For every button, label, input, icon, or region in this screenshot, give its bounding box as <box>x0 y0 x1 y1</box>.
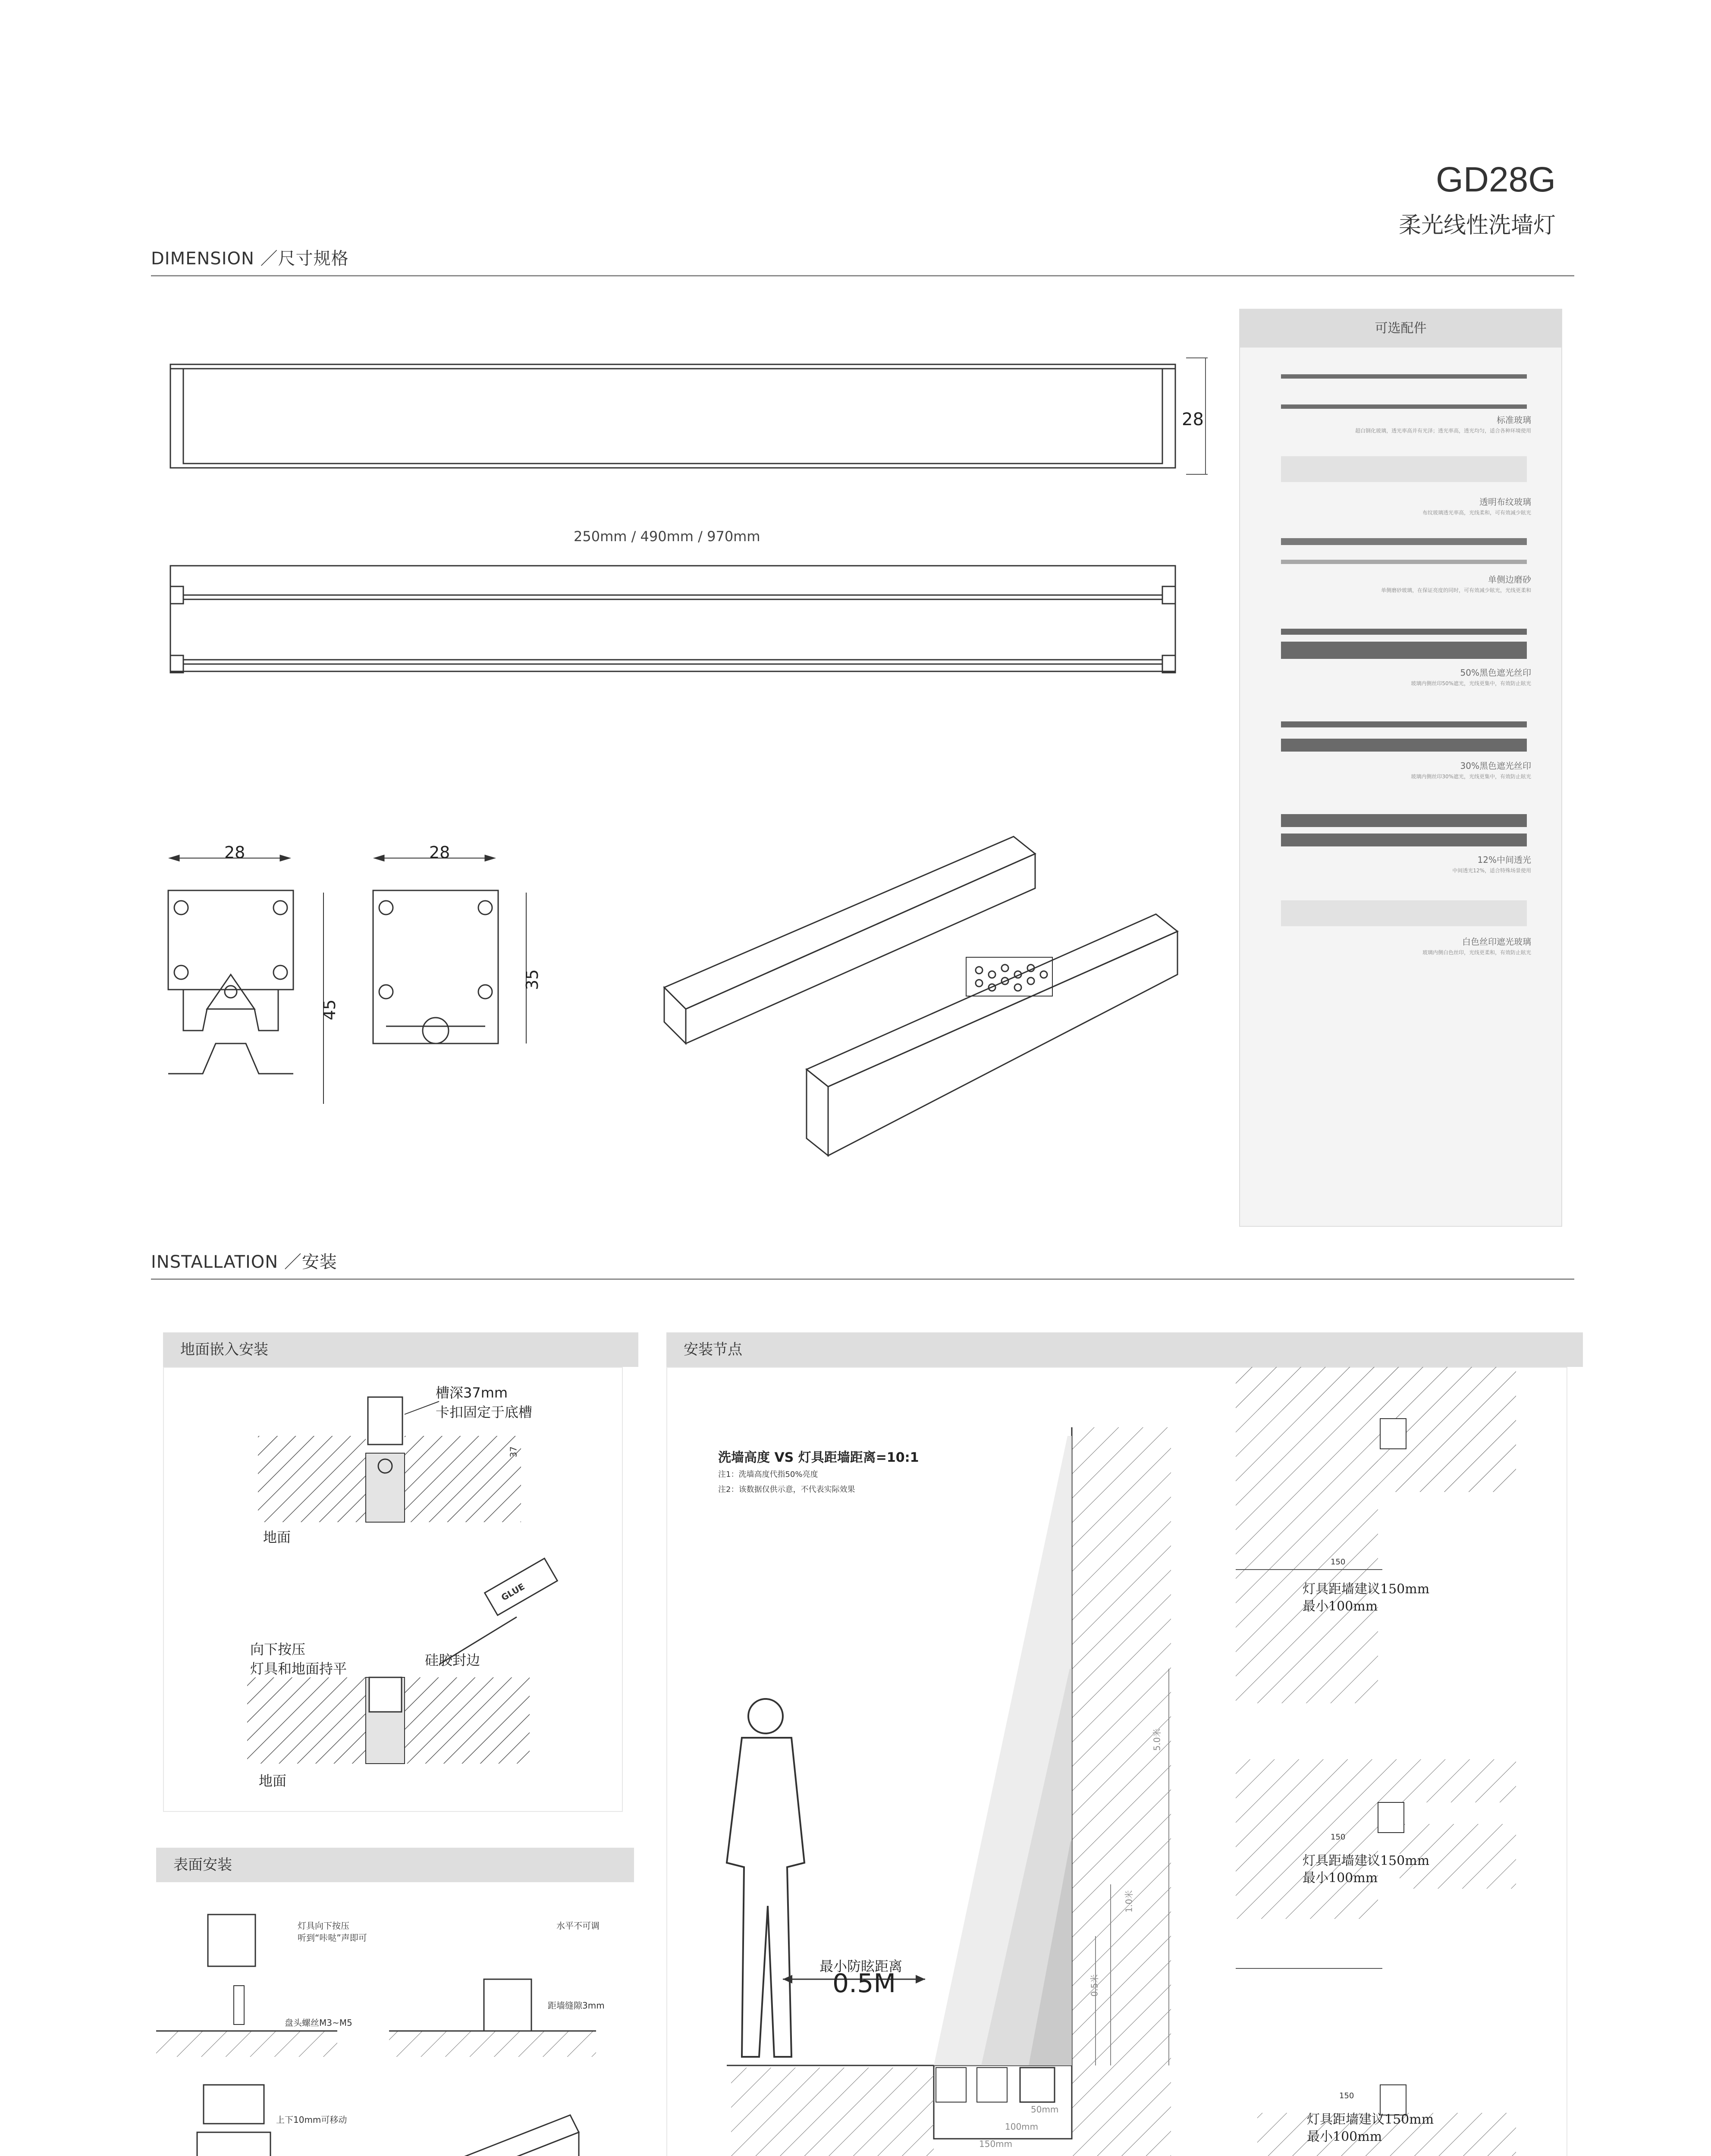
accessory-swatch-4 <box>1281 629 1527 635</box>
embedded-fixture <box>368 1397 402 1445</box>
surface-gap-note: 距墙缝隙3mm <box>548 2000 605 2011</box>
accessory-swatch-5b <box>1281 739 1527 752</box>
floor-label-2: 地面 <box>259 1773 287 1789</box>
accessory-name-7: 白色丝印遮光玻璃 <box>1462 937 1531 947</box>
glue-seal-note: 硅胶封边 <box>425 1652 480 1668</box>
height-label: 28 <box>1182 410 1204 429</box>
detail-3-dim: 150 <box>1339 2091 1354 2100</box>
side-view-drawing <box>170 566 1175 673</box>
dimension-drawings <box>151 302 1208 1207</box>
accessory-name-3: 单侧边磨砂 <box>1488 574 1531 585</box>
glare-label: 最小防眩距离 <box>819 1958 903 1974</box>
embedded-floor2-right <box>405 1677 530 1764</box>
accessory-swatch-1b <box>1281 404 1527 409</box>
detail-3-note-b: 最小100mm <box>1307 2129 1382 2144</box>
installation-section-title: INSTALLATION ／安装 <box>151 1252 337 1272</box>
nodes-header: 安装节点 <box>666 1332 1583 1367</box>
end-view-1-height: 45 <box>320 999 339 1021</box>
accessory-swatch-3b <box>1281 560 1527 564</box>
embedded-groove <box>366 1453 405 1522</box>
accessory-desc-2: 布纹玻璃透光率高，光线柔和，可有效减少眩光 <box>1422 510 1531 516</box>
accessory-swatch-3 <box>1281 538 1527 545</box>
accessory-desc-5: 玻璃内侧丝印30%遮光，光线更集中，有效防止眩光 <box>1411 774 1531 780</box>
node-note-2: 注2：该数据仅供示意，不代表实际效果 <box>718 1485 855 1494</box>
detail-3-note-a: 灯具距墙建议150mm <box>1307 2112 1434 2127</box>
groove-depth-mark: 37 <box>508 1446 519 1457</box>
person-figure <box>727 1699 804 2057</box>
model-subtitle: 柔光线性洗墙灯 <box>1398 213 1556 238</box>
top-view-drawing <box>170 364 1175 468</box>
accessories-title: 可选配件 <box>1240 310 1561 348</box>
accessory-desc-6: 中间透光12%，适合特殊场景使用 <box>1452 868 1531 874</box>
end-view-1-width: 28 <box>224 843 245 862</box>
surface-install-header: 表面安装 <box>156 1848 634 1882</box>
detail-2-note-b: 最小100mm <box>1303 1871 1378 1886</box>
glue-tube-label: GLUE <box>499 1581 527 1603</box>
accessory-swatch-5 <box>1281 721 1527 727</box>
surface-slide-note: 上下10mm可移动 <box>276 2115 347 2125</box>
surface-fixture-2 <box>484 1979 531 2031</box>
isometric-drawing <box>664 837 1177 1156</box>
detail-2-dim: 150 <box>1331 1833 1346 1842</box>
embedded-install-drawing <box>163 1367 621 1810</box>
accessory-desc-7: 玻璃内侧白色丝印，光线更柔和，有效防止眩光 <box>1422 950 1531 956</box>
accessory-swatch-6 <box>1281 814 1527 827</box>
embedded-floor-right <box>405 1436 521 1522</box>
accessory-name-6: 12%中间透光 <box>1477 855 1531 865</box>
wall-height-3: 0.5米 <box>1089 1974 1100 1997</box>
accessory-swatch-7 <box>1281 900 1527 926</box>
accessory-swatch-1 <box>1281 374 1527 379</box>
embedded-floor2-left <box>247 1677 366 1764</box>
model-name: GD28G <box>1436 160 1556 199</box>
accessory-swatch-6b <box>1281 834 1527 846</box>
glare-distance: 0.5M <box>832 1968 896 1999</box>
accessory-swatch-2 <box>1281 456 1527 482</box>
accessory-desc-4: 玻璃内侧丝印50%遮光，光线更集中，有效防止眩光 <box>1411 680 1531 686</box>
length-label: 250mm / 490mm / 970mm <box>574 528 760 545</box>
accessories-panel <box>1239 309 1562 1227</box>
distance-3: 150mm <box>979 2139 1013 2149</box>
surface-press-note: 灯具向下按压 <box>298 1921 349 1931</box>
detail-1-dim: 150 <box>1331 1557 1346 1567</box>
installation-rule <box>151 1279 1574 1280</box>
surface-install-drawing <box>156 1882 617 2156</box>
floor-label-1: 地面 <box>263 1529 291 1545</box>
accessory-swatch-4b <box>1281 642 1527 659</box>
end-view-2-height: 35 <box>523 969 542 990</box>
clip-note: 卡扣固定于底槽 <box>436 1404 533 1420</box>
surface-screw-note: 盘头螺丝M3~M5 <box>285 2018 352 2028</box>
accessory-name-4: 50%黑色遮光丝印 <box>1460 667 1531 678</box>
end-view-1-drawing <box>168 856 323 1104</box>
wall-height-1: 5.0米 <box>1152 1728 1162 1751</box>
end-view-2-width: 28 <box>429 843 450 862</box>
press-note: 向下按压 <box>250 1641 306 1658</box>
accessory-desc-1: 超白钢化玻璃，透光率高并有光泽；透光率高，透光均匀，适合各种环境使用 <box>1355 428 1531 434</box>
embedded-install-header: 地面嵌入安装 <box>163 1332 638 1367</box>
embedded-floor-left <box>258 1436 366 1522</box>
node-note-1: 注1：洗墙高度代指50%亮度 <box>718 1470 818 1479</box>
distance-1: 50mm <box>1031 2104 1059 2115</box>
distance-2: 100mm <box>1005 2122 1039 2132</box>
groove-depth-note: 槽深37mm <box>436 1385 508 1401</box>
wall-height-2: 1.0米 <box>1124 1890 1134 1913</box>
ratio-title: 洗墙高度 VS 灯具距墙距离=10:1 <box>718 1450 919 1465</box>
accessory-desc-3: 单侧磨砂玻璃，在保证亮度的同时，可有效减少眩光，光线更柔和 <box>1381 587 1531 593</box>
dimension-section-title: DIMENSION ／尺寸规格 <box>151 249 349 269</box>
dimension-rule <box>151 275 1574 276</box>
detail-1-note-b: 最小100mm <box>1303 1599 1378 1614</box>
accessory-name-2: 透明布纹玻璃 <box>1479 497 1531 507</box>
surface-fixture-1 <box>208 1915 255 1966</box>
end-view-2-drawing <box>373 856 526 1044</box>
accessory-name-5: 30%黑色遮光丝印 <box>1460 761 1531 771</box>
detail-2-note-a: 灯具距墙建议150mm <box>1303 1853 1430 1868</box>
surface-click-note: 听到“咔哒”声即可 <box>298 1933 367 1943</box>
accessory-name-1: 标准玻璃 <box>1497 415 1531 425</box>
wall <box>1072 1427 1171 2156</box>
surface-level-note: 水平不可调 <box>556 1921 600 1931</box>
detail-1-note-a: 灯具距墙建议150mm <box>1303 1582 1430 1597</box>
level-note: 灯具和地面持平 <box>250 1661 347 1677</box>
